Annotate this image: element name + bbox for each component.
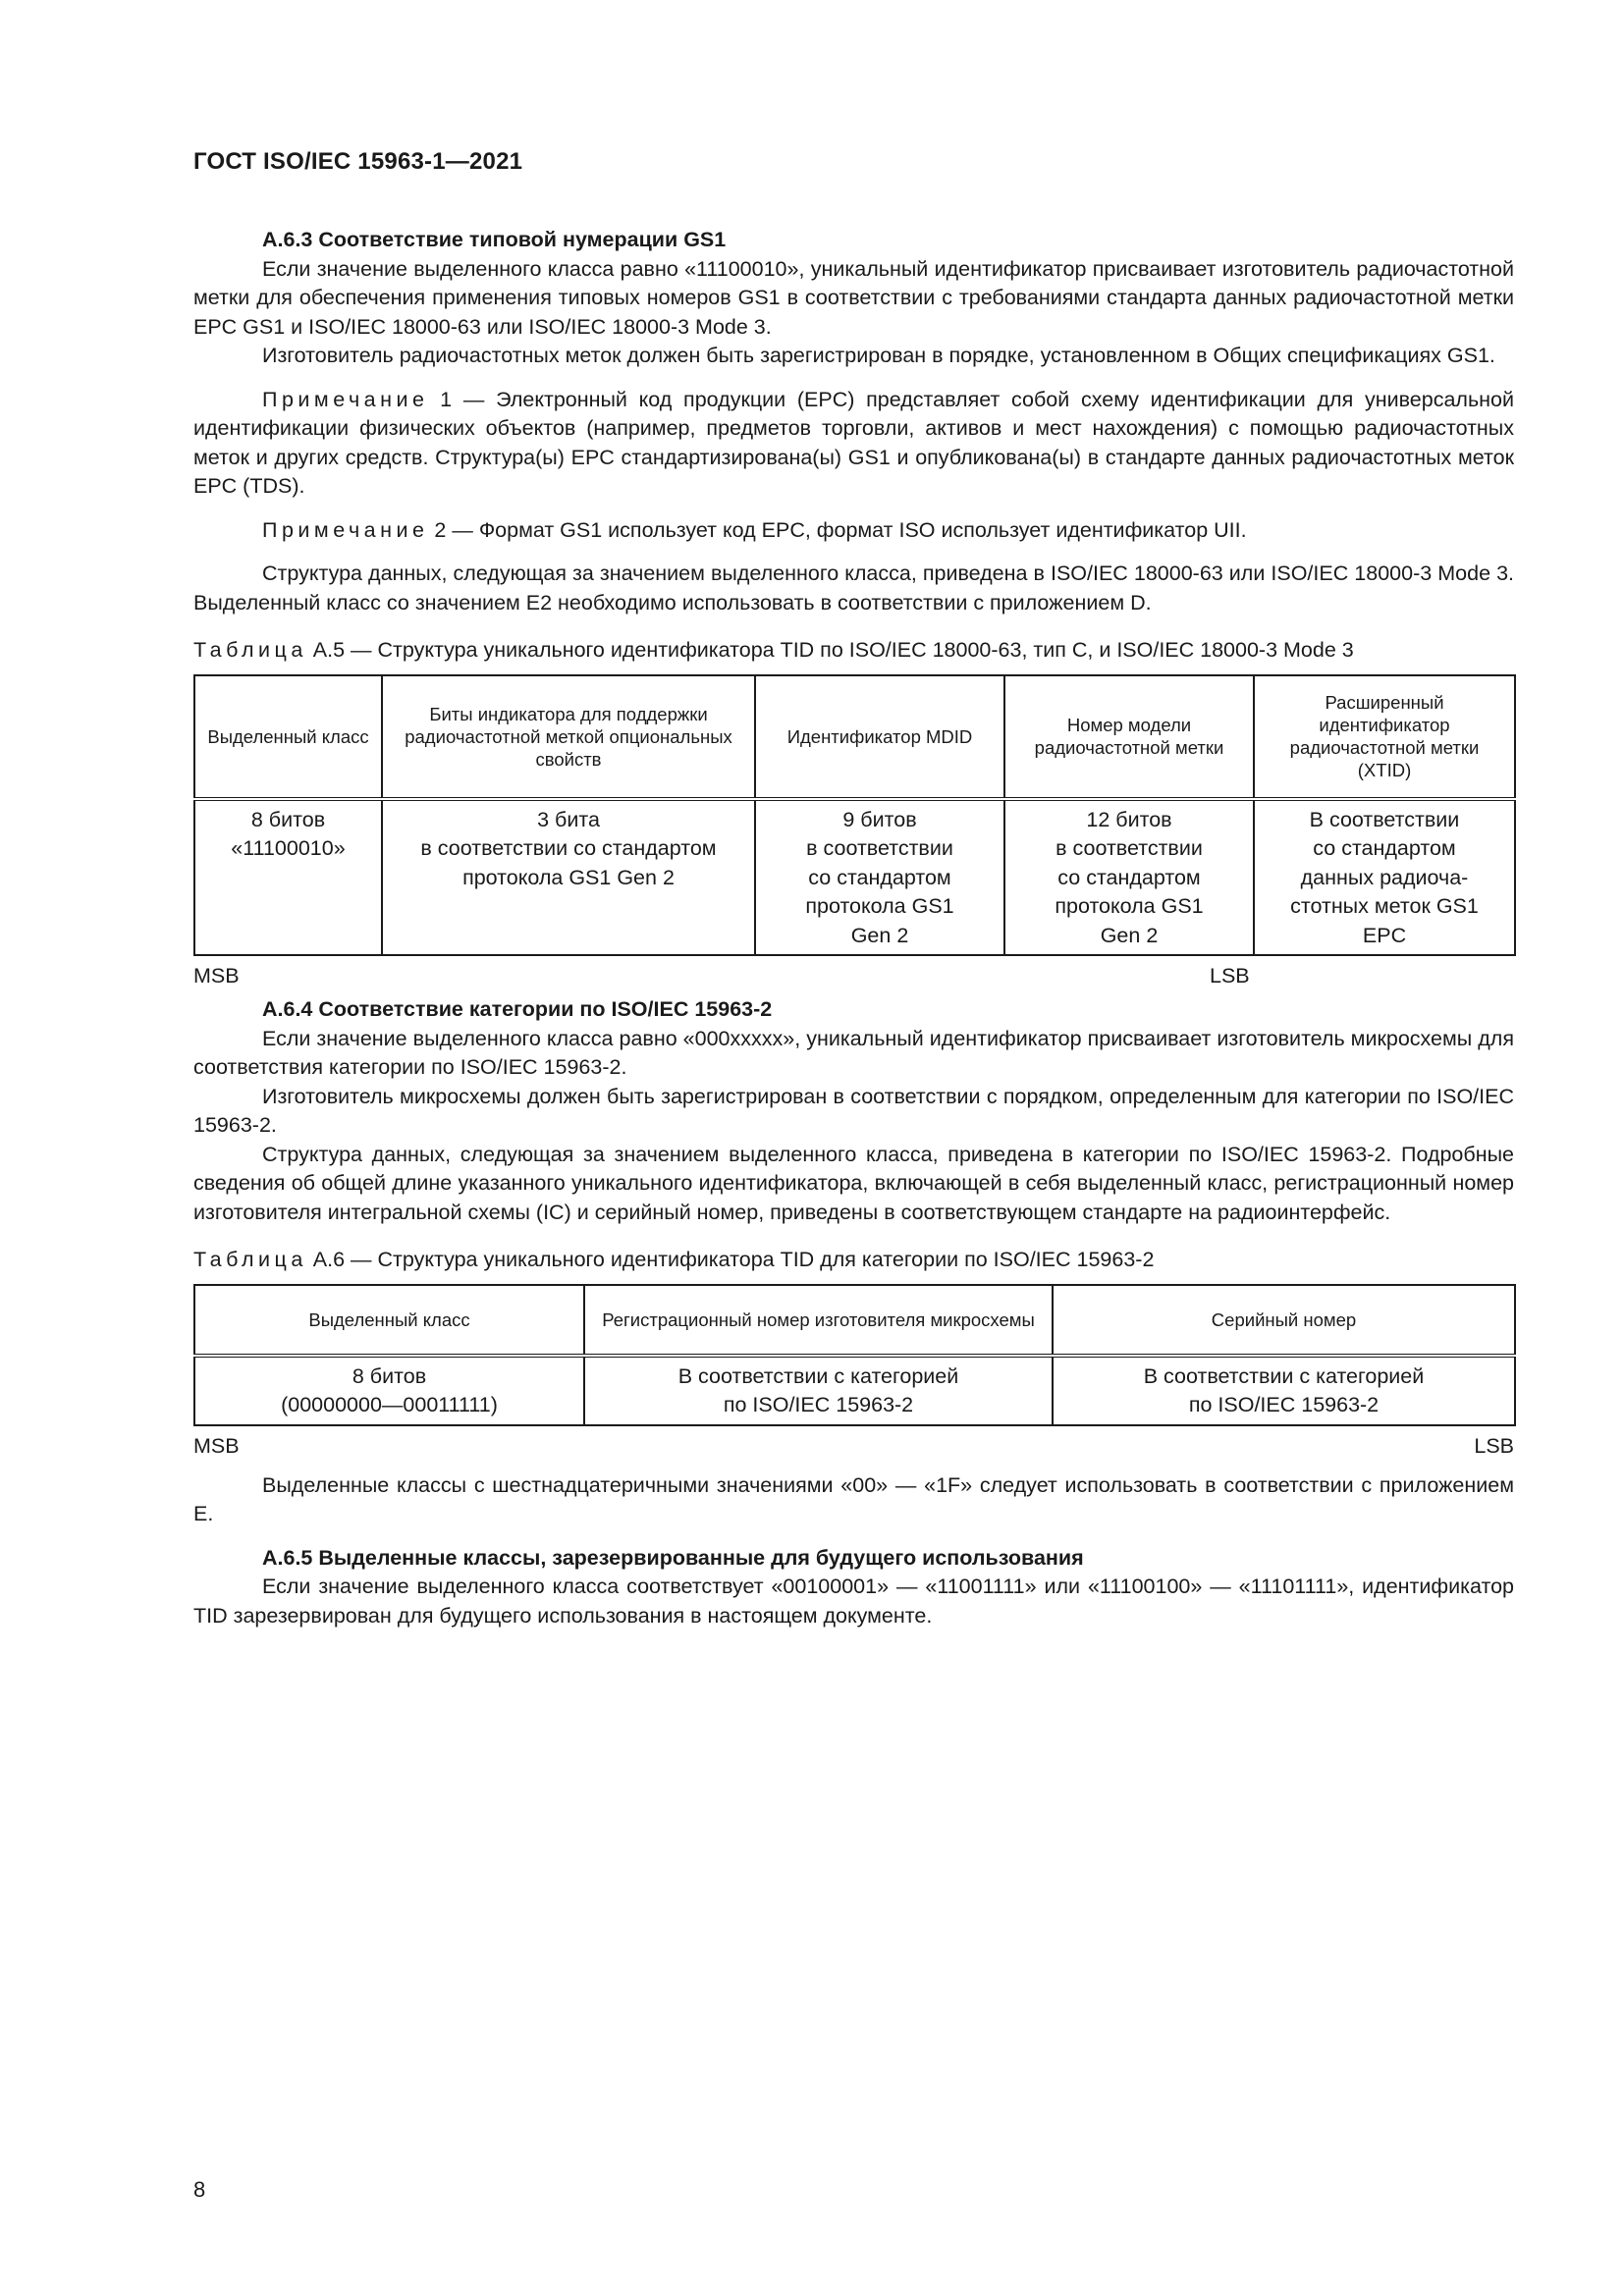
table-header-cell: Выделенный класс	[194, 675, 382, 799]
table-cell: 3 бита в соответствии со стандартом протокола GS1 Gen 2	[382, 799, 755, 956]
bit-order-labels	[193, 962, 1514, 995]
table-cell: В соответствии с категорией по ISO/IEC 15963-2	[1053, 1356, 1515, 1425]
table-cell: В соответствии с категорией по ISO/IEC 15963-2	[584, 1356, 1053, 1425]
caption-text: А.6 — Структура уникального идентификатора TID для категории по ISO/IEC 15963-2	[306, 1248, 1155, 1271]
note-1	[193, 386, 1514, 502]
paragraph: Структура данных, следующая за значением выделенного класса, приведена в ISO/IEC 18000-63 или ISO/IEC 18000-3 Mode 3. Выделенный класс со значением E2 необходимо использовать в соответствии с приложением D.	[193, 561, 1514, 614]
paragraph: Если значение выделенного класса соответствует «00100001» — «11001111» или «11100100» — «11101111», идентификатор TID зарезервирован для будущего использования в настоящем документе.	[193, 1575, 1514, 1628]
caption-label: Таблица	[193, 638, 307, 662]
page-number: 8	[193, 2177, 206, 2202]
page-content	[193, 226, 1514, 1630]
section-heading-a64: А.6.4 Соответствие категории по ISO/IEC 15963-2	[262, 997, 773, 1021]
note-label: Примечание	[262, 387, 429, 411]
table-a6	[193, 1284, 1516, 1426]
table-header-cell: Номер модели радиочастотной метки	[1004, 675, 1254, 799]
paragraph: Изготовитель микросхемы должен быть зарегистрирован в соответствии с порядком, определенным для категории по ISO/IEC 15963-2.	[193, 1084, 1514, 1137]
table-row	[194, 799, 1515, 956]
table-cell: 8 битов «11100010»	[194, 799, 382, 956]
table-header-cell: Серийный номер	[1053, 1285, 1515, 1356]
caption-text: А.5 — Структура уникального идентификатора TID по ISO/IEC 18000-63, тип C, и ISO/IEC 18000-3 Mode 3	[306, 638, 1354, 662]
paragraph: Структура данных, следующая за значением выделенного класса, приведена в категории по ISO/IEC 15963-2. Подробные сведения об общей длине указанного уникального идентификатора, включающей в себя выделенный класс, регистрационный номер изготовителя интегральной схемы (IC) и серийный номер, приведены в соответствующем стандарте на радиоинтерфейс.	[193, 1142, 1514, 1224]
paragraph: Если значение выделенного класса равно «11100010», уникальный идентификатор присваивает изготовитель радиочастотной метки для обеспечения применения типовых номеров GS1 в соответствии с требованиями стандарта данных радиочастотной метки EPC GS1 и ISO/IEC 18000-63 или ISO/IEC 18000-3 Mode 3.	[193, 256, 1514, 339]
table-header-cell: Регистрационный номер изготовителя микросхемы	[584, 1285, 1053, 1356]
section-heading-a63: А.6.3 Соответствие типовой нумерации GS1	[262, 228, 727, 251]
table-header-cell: Идентификатор MDID	[755, 675, 1004, 799]
note-label: Примечание	[262, 517, 429, 542]
table-header-cell: Расширенный идентификатор радиочастотной метки (XTID)	[1254, 675, 1515, 799]
note-text: 1 — Электронный код продукции (EPC) представляет собой схему идентификации для универсальной идентификации физических объектов (например, предметов торговли, активов и мест нахождения) с помощью радиочастотных меток и других средств. Структура(ы) EPC стандартизирована(ы) GS1 и опубликована(ы) в стандарте данных радиочастотных меток EPC (TDS).	[193, 387, 1514, 498]
table-cell: В соответствии со стандартом данных радиоча- стотных меток GS1 EPC	[1254, 799, 1515, 956]
table-header-cell: Выделенный класс	[194, 1285, 584, 1356]
caption-label: Таблица	[193, 1248, 307, 1271]
paragraph: Изготовитель радиочастотных меток должен быть зарегистрирован в порядке, установленном в Общих спецификациях GS1.	[262, 344, 1495, 367]
lsb-label: LSB	[1210, 964, 1250, 988]
paragraph: Выделенные классы с шестнадцатеричными значениями «00» — «1F» следует использовать в соответствии с приложением E.	[193, 1472, 1514, 1525]
table-row	[194, 1356, 1515, 1425]
table-cell: 9 битов в соответствии со стандартом протокола GS1 Gen 2	[755, 799, 1004, 956]
document-header: ГОСТ ISO/IEC 15963-1—2021	[193, 148, 523, 175]
table-a6-caption	[193, 1246, 1514, 1275]
table-a5-caption	[193, 636, 1514, 666]
lsb-label: LSB	[1474, 1433, 1514, 1458]
msb-label: MSB	[193, 964, 240, 988]
table-cell: 12 битов в соответствии со стандартом протокола GS1 Gen 2	[1004, 799, 1254, 956]
table-header-cell: Биты индикатора для поддержки радиочастотной меткой опциональных свойств	[382, 675, 755, 799]
table-cell: 8 битов (00000000—00011111)	[194, 1356, 584, 1425]
section-heading-a65: А.6.5 Выделенные классы, зарезервированные для будущего использования	[262, 1545, 1084, 1570]
note-text: 2 — Формат GS1 использует код EPC, формат ISO использует идентификатор UII.	[428, 517, 1247, 542]
paragraph: Если значение выделенного класса равно «000xxxxx», уникальный идентификатор присваивает изготовитель микросхемы для соответствия категории по ISO/IEC 15963-2.	[193, 1026, 1514, 1079]
table-header-row	[194, 1285, 1515, 1356]
table-a5	[193, 674, 1516, 957]
note-2	[193, 516, 1514, 546]
bit-order-labels	[193, 1432, 1514, 1466]
msb-label: MSB	[193, 1433, 240, 1458]
table-header-row	[194, 675, 1515, 799]
